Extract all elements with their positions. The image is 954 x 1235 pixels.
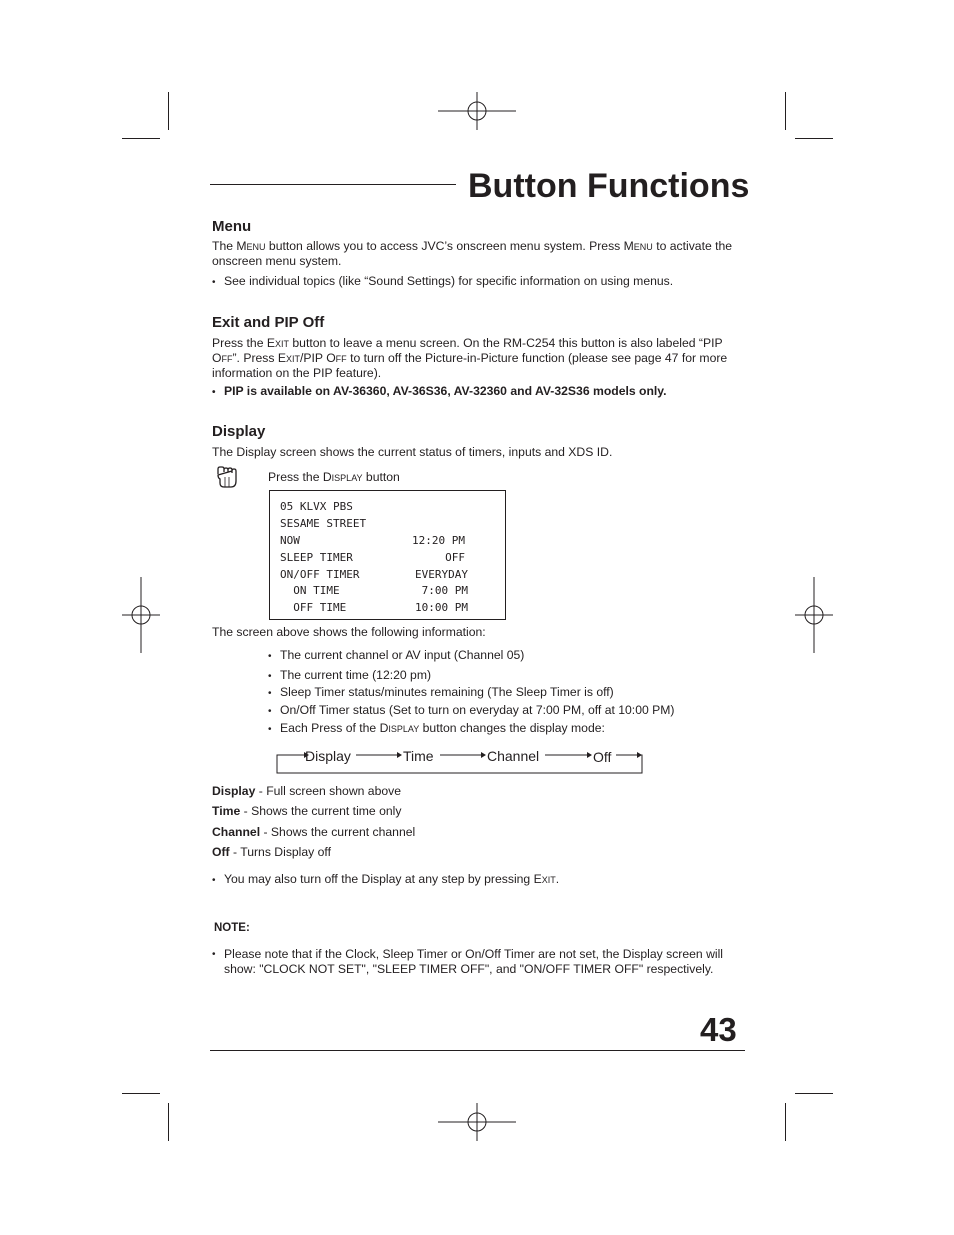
- screen-row: NOW 12:20 PM: [280, 534, 465, 547]
- note-bullet: • Please note that if the Clock, Sleep Timer or On/Off Timer are not set, the Display screen will show: "CLOCK NOT SET", "SLEEP TIMER OFF", and "ON/OFF TIMER OFF" respectively.: [212, 947, 724, 976]
- flow-step-channel: Channel: [487, 748, 540, 764]
- display-screen-example: [269, 490, 506, 620]
- info-bullet: • Each Press of the Display button changes the display mode:: [268, 721, 605, 735]
- display-intro: The Display screen shows the current status of timers, inputs and XDS ID.: [212, 445, 613, 459]
- flow-step-time: Time: [403, 748, 434, 764]
- title-rule: [210, 184, 456, 185]
- registration-mark-top: [438, 92, 516, 130]
- menu-bullet: • See individual topics (like “Sound Settings) for specific information on using menus.: [212, 274, 674, 288]
- screen-row: ON TIME 7:00 PM: [280, 584, 468, 597]
- registration-mark-left: [122, 577, 160, 653]
- menu-heading: Menu: [212, 218, 252, 235]
- definition-channel: Channel - Shows the current channel: [212, 825, 416, 839]
- definition-display: Display - Full screen shown above: [212, 784, 402, 798]
- info-intro: The screen above shows the following information:: [212, 625, 486, 639]
- info-bullet: • The current channel or AV input (Channel 05): [268, 648, 525, 662]
- exit-pip-paragraph: Press the Exit button to leave a menu screen. On the RM-C254 this button is also labeled “PIP Off”. Press Exit/PIP Off to turn off the Picture-in-Picture function (please see page 47 for more information on the PIP feature).: [212, 336, 728, 380]
- footer-rule: [210, 1050, 745, 1051]
- screen-row: OFF TIME 10:00 PM: [280, 601, 468, 614]
- note-label: NOTE:: [214, 922, 250, 934]
- exit-tip-bullet: • You may also turn off the Display at any step by pressing Exit.: [212, 872, 560, 886]
- definition-off: Off - Turns Display off: [212, 845, 331, 859]
- hand-press-icon: [214, 465, 242, 491]
- screen-row: SLEEP TIMER OFF: [280, 551, 465, 564]
- info-bullet: • Sleep Timer status/minutes remaining (The Sleep Timer is off): [268, 685, 614, 699]
- page-number: 43: [700, 1011, 737, 1048]
- menu-paragraph: The Menu button allows you to access JVC’s onscreen menu system. Press Menu to activate the onscreen menu system.: [212, 239, 733, 268]
- flow-step-display: Display: [305, 748, 351, 764]
- press-display-instruction: Press the Display button: [268, 470, 400, 484]
- pip-models-bullet: • PIP is available on AV-36360, AV-36S36, AV-32360 and AV-32S36 models only.: [212, 384, 667, 398]
- info-bullet: • The current time (12:20 pm): [268, 668, 432, 682]
- display-heading: Display: [212, 423, 266, 440]
- registration-mark-bottom: [438, 1103, 516, 1141]
- screen-row: ON/OFF TIMER EVERYDAY: [280, 568, 468, 581]
- exit-pip-heading: Exit and PIP Off: [212, 314, 325, 331]
- registration-mark-right: [795, 577, 833, 653]
- screen-program-line: SESAME STREET: [280, 517, 367, 530]
- screen-channel-line: 05 KLVX PBS: [280, 500, 353, 513]
- info-bullet: • On/Off Timer status (Set to turn on everyday at 7:00 PM, off at 10:00 PM): [268, 703, 675, 717]
- flow-step-off: Off: [593, 749, 612, 765]
- page-title: Button Functions: [468, 167, 750, 205]
- definition-time: Time - Shows the current time only: [212, 804, 402, 818]
